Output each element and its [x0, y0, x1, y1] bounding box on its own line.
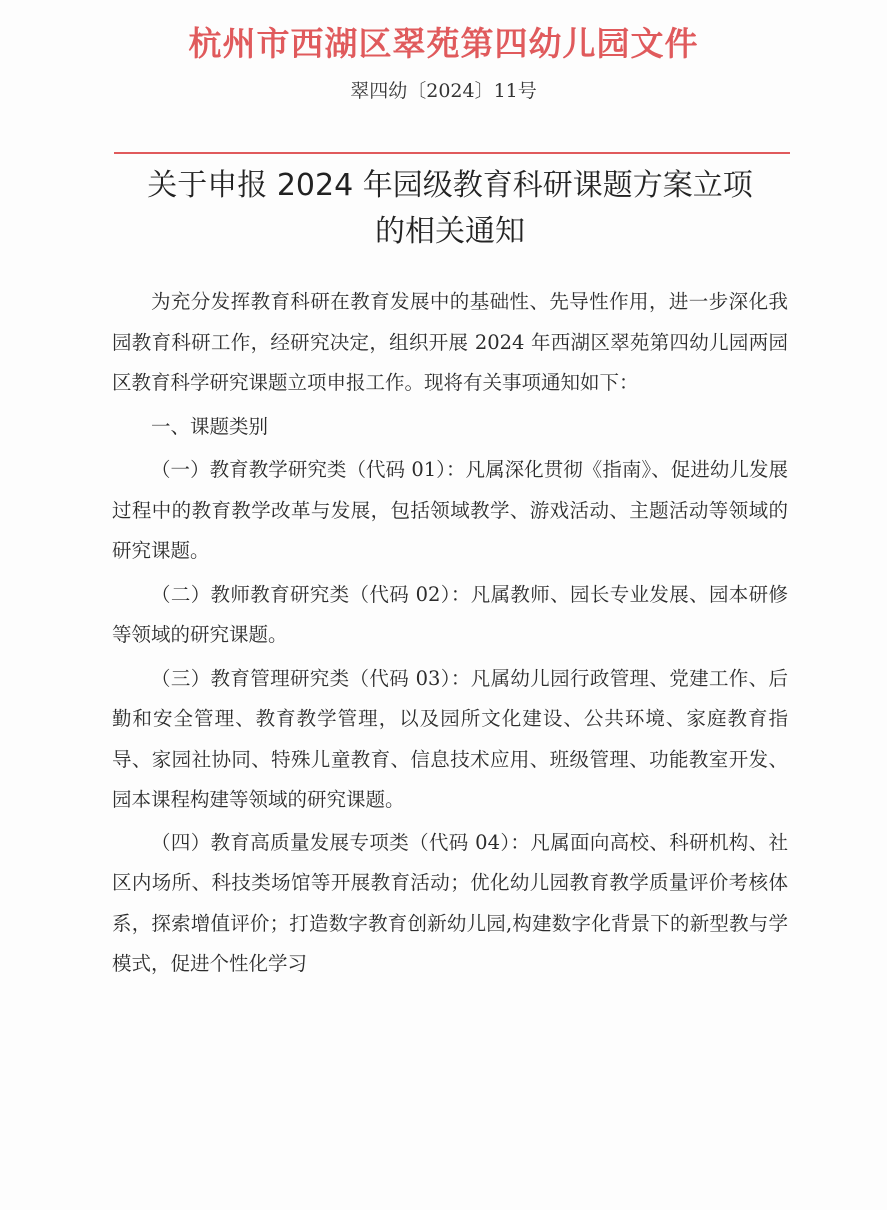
category-item-4: （四）教育高质量发展专项类（代码 04）：凡属面向高校、科研机构、社区内场所、科技类场馆等开展教育活动；优化幼儿园教育教学质量评价考核体系，探索增值评价；打造数字教育创新幼儿园,构建数字化背景下的新型教与学模式，促进个性化学习 [112, 830, 788, 975]
document-number: 翠四幼〔2024〕11号 [350, 80, 537, 102]
intro-paragraph: 为充分发挥教育科研在教育发展中的基础性、先导性作用，进一步深化我园教育科研工作，经研究决定，组织开展 2024 年西湖区翠苑第四幼儿园两园区教育科学研究课题立项申报工作。现将有关事项通知如下： [112, 290, 788, 394]
header-divider [114, 152, 790, 154]
notice-body [112, 282, 788, 985]
notice-title-line-1: 关于申报 2024 年园级教育科研课题方案立项 [147, 168, 753, 203]
notice-title [100, 163, 800, 255]
notice-title-line-2: 的相关通知 [375, 214, 525, 249]
org-header-title: 杭州市西湖区翠苑第四幼儿园文件 [188, 24, 699, 63]
category-item-3: （三）教育管理研究类（代码 03）：凡属幼儿园行政管理、党建工作、后勤和安全管理、教育教学管理，以及园所文化建设、公共环境、家庭教育指导、家园社协同、特殊儿童教育、信息技术应用、班级管理、功能教室开发、园本课程构建等领域的研究课题。 [112, 666, 788, 811]
category-item-1: （一）教育教学研究类（代码 01）：凡属深化贯彻《指南》、促进幼儿发展过程中的教育教学改革与发展，包括领域教学、游戏活动、主题活动等领域的研究课题。 [112, 458, 788, 562]
category-item-2: （二）教师教育研究类（代码 02）：凡属教师、园长专业发展、园本研修等领域的研究课题。 [112, 582, 788, 646]
section-heading: 一、课题类别 [151, 414, 269, 438]
